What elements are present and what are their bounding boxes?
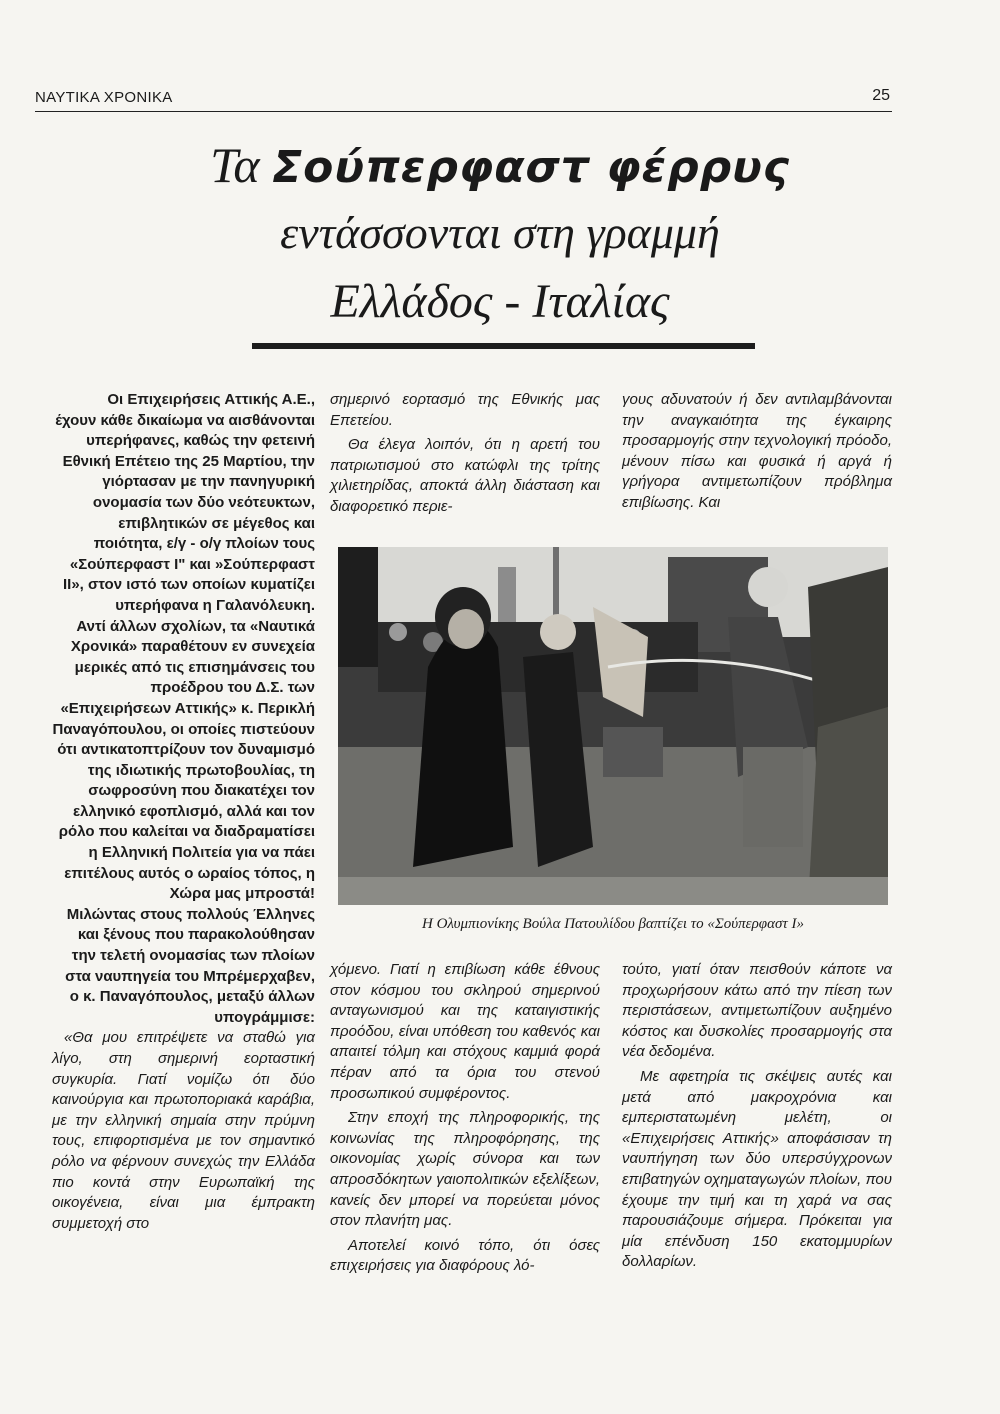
header-rule <box>35 111 892 112</box>
headline-prefix: Τα <box>210 137 260 193</box>
page-number: 25 <box>872 87 890 104</box>
middle-column-bottom <box>330 960 600 1281</box>
left-paragraph: Αντί άλλων σχολίων, τα «Ναυτικά Χρονικά» παραθέτουν εν συνεχεία μερικές από τις επισημάνσεις του προέδρου του Δ.Σ. των «Επιχειρήσεων Αττικής» κ. Περικλή Παναγόπουλου, οι οποίες πιστεύουν ότι αντικατοπτρίζουν τον δυναμισμό της ιδιωτικής πρωτοβουλίας, τη σωφροσύνη που διακατέχει τον ελληνικό εφοπλισμό, αλλά και τον ρόλο που καλείται να διαδραματίσει η Ελληνική Πολιτεία για να πάει επιτέλους αυτός ο ωραίος τόπος, η Χώρα μας μπροστά! <box>52 617 315 903</box>
launch-ceremony-photo <box>338 547 888 905</box>
right-top-paragraph: γους αδυνατούν ή δεν αντιλαμβάνονται την αναγκαιότητα της έγκαιρης προσαρμογής στην τεχνολογική πρόοδο, μένουν πίσω και φυσικά ή αργά ή γρήγορα αντιμετωπίζουν πρόβλημα επιβίωσης. Και <box>622 391 892 511</box>
middle-top-paragraph: σημερινό εορτασμό της Εθνικής μας Επετείου. <box>330 391 600 429</box>
headline-line-3: Ελλάδος - Ιταλίας <box>330 275 670 328</box>
left-column <box>52 390 315 1234</box>
middle-bottom-paragraph: Αποτελεί κοινό τόπο, ότι όσες επιχειρήσεις για διαφόρους λό- <box>330 1236 600 1275</box>
publication-name: ΝΑΥΤΙΚΑ ΧΡΟΝΙΚΑ <box>35 89 173 106</box>
left-paragraph: Μιλώντας στους πολλούς Έλληνες και ξένους που παρακολούθησαν την τελετή ονομασίας των πλοίων στα ναυπηγεία του Μπρέμερχαβεν, ο κ. Παναγόπουλος, μεταξύ άλλων υπογράμμισε: <box>65 905 315 1026</box>
middle-bottom-paragraph: Στην εποχή της πληροφορικής, της κοινωνίας της πληροφόρησης, της οικονομίας χωρίς σύνορα και των απροσδόκητων γαιοπολιτικών εξελίξεων, κανείς δεν μπορεί να πορεύεται μόνος στον πλανήτη μας. <box>330 1109 600 1230</box>
middle-bottom-paragraph: χόμενο. Γιατί η επιβίωση κάθε έθνους στον κόσμου του σκληρού σημερινού ανταγωνισμού και της καταιγιστικής προόδου, είναι υπόθεση του καθενός και απαιτεί τόλμη και στόχους καμμιά φορά πέραν από τα όρια του στενού προσωπικού συμφέροντος. <box>330 961 600 1102</box>
middle-column-top <box>330 390 600 522</box>
photo-caption: Η Ολυμπιονίκης Βούλα Πατουλίδου βαπτίζει το «Σούπερφαστ Ι» <box>422 916 804 932</box>
right-column-bottom <box>622 960 892 1277</box>
right-column-top <box>622 390 892 518</box>
right-bottom-paragraph: Με αφετηρία τις σκέψεις αυτές και μετά από μακροχρόνια και εμπεριστατωμένη μελέτη, οι «Επιχειρήσεις Αττικής» αποφάσισαν τη ναυπήγηση των δύο υπερσύγχρονων επιβατηγών οχηματαγωγών πλοίων, που έχουμε την τιμή και τη χαρά να σας παρουσιάζουμε σήμερα. Πρόκειται για μία επένδυση 150 εκατομμυρίων δολλαρίων. <box>622 1067 892 1271</box>
headline-line-2: εντάσσονται στη γραμμή <box>280 207 720 258</box>
middle-top-paragraph: Θα έλεγα λοιπόν, ότι η αρετή του πατριωτισμού στο κατώφλι της τρίτης χιλιετηρίδας, αποκτά άλλη διάσταση και διαφορετικό περιε- <box>330 436 600 515</box>
headline-ship-name: Σούπερφαστ φέρρυς <box>272 142 790 193</box>
title-underline <box>252 343 755 349</box>
right-bottom-paragraph: τούτο, γιατί όταν πεισθούν κάποτε να προχωρήσουν κάτω από την πίεση των περιστάσεων, αντιμετωπίζουν αυξημένο κόστος και δυσκολίες προσαρμογής στα νέα δεδομένα. <box>622 961 892 1061</box>
left-quote: «Θα μου επιτρέψετε να σταθώ για λίγο, στη σημερινή εορταστική συγκυρία. Γιατί νομίζω ότι δύο καινούργια και πρωτοποριακά καράβια, με την ελληνική σημαία στην πρύμνη τους, επιφορτισμένα με τον σημαντικό ρόλο να φέρνουν συνεχώς την Ελλάδα πιο κοντά στην Ευρωπαϊκή της οικογένεια, είναι μια έμπρακτη συμμετοχή στο <box>52 1029 315 1232</box>
headline-line-1 <box>120 137 880 193</box>
photo-illustration <box>338 547 888 905</box>
left-paragraph: Οι Επιχειρήσεις Αττικής Α.Ε., έχουν κάθε δικαίωμα να αισθάνονται υπερήφανες, καθώς την φετεινή Εθνική Επέτειο της 25 Μαρτίου, την γιόρτασαν με την πανηγυρική ονομασία των δύο νεότευκτων, επιβλητικών σε μέγεθος και ποιότητα, ε/γ - ο/γ πλοίων τους «Σούπερφαστ Ι" και »Σούπερφαστ ΙΙ», στον ιστό των οποίων κυματίζει υπερήφανα η Γαλανόλευκη. <box>55 391 315 614</box>
